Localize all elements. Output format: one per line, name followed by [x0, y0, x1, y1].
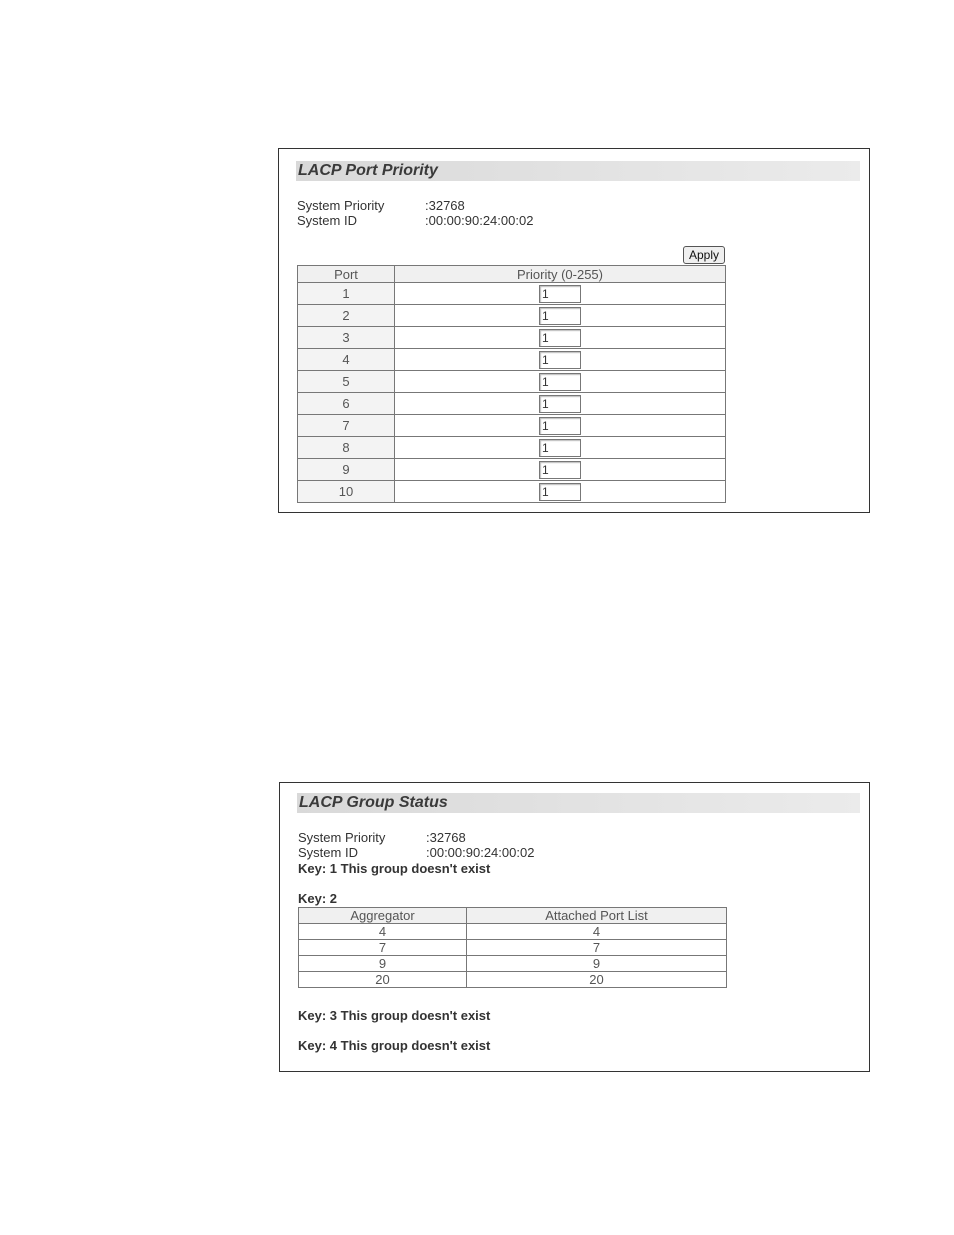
- port-number-cell: 3: [298, 327, 395, 349]
- table-row: [298, 371, 726, 393]
- lacp-group-status-panel: [279, 782, 870, 1072]
- priority-input[interactable]: [539, 395, 581, 413]
- key-4-status: Key: 4 This group doesn't exist: [298, 1038, 491, 1053]
- priority-input[interactable]: [539, 417, 581, 435]
- port-number-cell: 10: [298, 481, 395, 503]
- table-row: [298, 481, 726, 503]
- aggregator-cell: 20: [299, 972, 467, 988]
- priority-input[interactable]: [539, 351, 581, 369]
- table-row: [299, 972, 727, 988]
- table-row: [298, 283, 726, 305]
- port-number-cell: 6: [298, 393, 395, 415]
- aggregator-cell: 9: [299, 956, 467, 972]
- system-info: [297, 198, 533, 228]
- aggregator-cell: 4: [299, 924, 467, 940]
- apply-button[interactable]: Apply: [683, 246, 725, 264]
- column-header-aggregator: Aggregator: [299, 908, 467, 924]
- column-header-port: Port: [298, 266, 395, 283]
- priority-input[interactable]: [539, 373, 581, 391]
- table-header-row: [299, 908, 727, 924]
- system-priority-row: [298, 830, 534, 845]
- port-priority-table: [297, 265, 726, 503]
- system-id-row: [297, 213, 533, 228]
- group-status-table: [298, 907, 727, 988]
- attached-port-list-cell: 4: [467, 924, 727, 940]
- panel-title: LACP Port Priority: [296, 161, 860, 181]
- priority-cell: [395, 481, 726, 503]
- column-header-attached-port-list: Attached Port List: [467, 908, 727, 924]
- system-priority-value: :32768: [425, 198, 465, 213]
- system-priority-value: :32768: [426, 830, 466, 845]
- port-number-cell: 9: [298, 459, 395, 481]
- system-id-label: System ID: [297, 213, 357, 228]
- table-row: [298, 349, 726, 371]
- column-header-priority: Priority (0-255): [395, 266, 726, 283]
- port-number-cell: 1: [298, 283, 395, 305]
- priority-input[interactable]: [539, 461, 581, 479]
- system-id-value: :00:00:90:24:00:02: [425, 213, 534, 228]
- priority-cell: [395, 371, 726, 393]
- port-number-cell: 2: [298, 305, 395, 327]
- priority-cell: [395, 327, 726, 349]
- table-row: [298, 327, 726, 349]
- attached-port-list-cell: 7: [467, 940, 727, 956]
- priority-cell: [395, 283, 726, 305]
- table-row: [298, 305, 726, 327]
- port-number-cell: 5: [298, 371, 395, 393]
- key-3-status: Key: 3 This group doesn't exist: [298, 1008, 491, 1023]
- system-id-value: :00:00:90:24:00:02: [426, 845, 535, 860]
- table-row: [299, 940, 727, 956]
- priority-cell: [395, 437, 726, 459]
- table-row: [299, 924, 727, 940]
- system-priority-row: [297, 198, 533, 213]
- system-priority-label: System Priority: [298, 830, 386, 845]
- port-number-cell: 8: [298, 437, 395, 459]
- panel-title: LACP Group Status: [297, 793, 860, 813]
- key-1-status: Key: 1 This group doesn't exist: [298, 861, 491, 876]
- priority-cell: [395, 349, 726, 371]
- table-header-row: [298, 266, 726, 283]
- priority-input[interactable]: [539, 285, 581, 303]
- table-row: [299, 956, 727, 972]
- priority-input[interactable]: [539, 439, 581, 457]
- table-row: [298, 415, 726, 437]
- table-row: [298, 459, 726, 481]
- key-2-heading: Key: 2: [298, 891, 338, 906]
- priority-input[interactable]: [539, 483, 581, 501]
- port-number-cell: 7: [298, 415, 395, 437]
- priority-input[interactable]: [539, 329, 581, 347]
- port-number-cell: 4: [298, 349, 395, 371]
- priority-cell: [395, 393, 726, 415]
- aggregator-cell: 7: [299, 940, 467, 956]
- priority-cell: [395, 305, 726, 327]
- priority-input[interactable]: [539, 307, 581, 325]
- system-id-label: System ID: [298, 845, 358, 860]
- priority-cell: [395, 415, 726, 437]
- system-priority-label: System Priority: [297, 198, 385, 213]
- table-row: [298, 437, 726, 459]
- lacp-port-priority-panel: [278, 148, 870, 513]
- attached-port-list-cell: 9: [467, 956, 727, 972]
- priority-cell: [395, 459, 726, 481]
- attached-port-list-cell: 20: [467, 972, 727, 988]
- system-info: [298, 830, 534, 860]
- table-row: [298, 393, 726, 415]
- system-id-row: [298, 845, 534, 860]
